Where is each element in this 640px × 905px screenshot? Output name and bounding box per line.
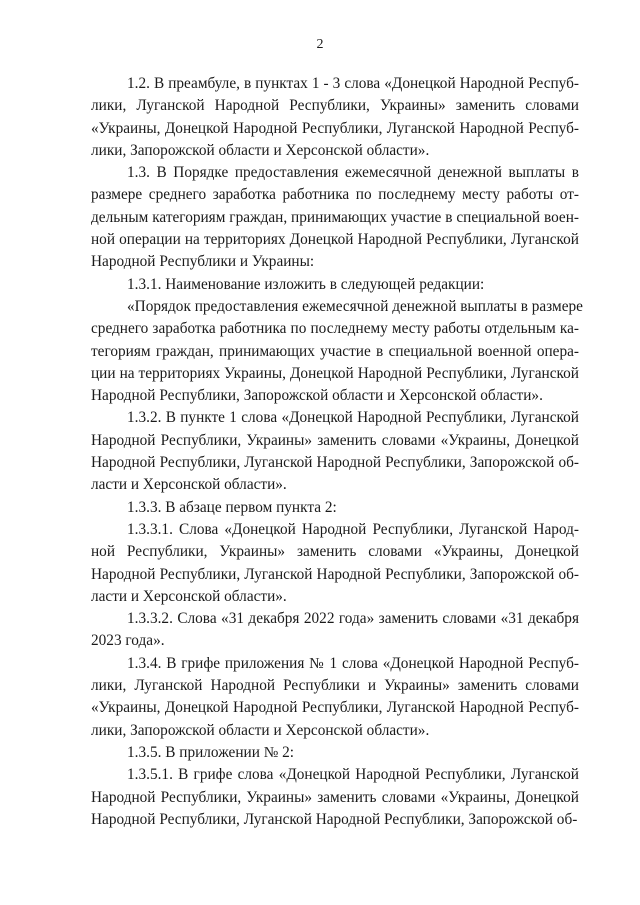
text-line: дельным категориям граждан, принимающих участие в специальной воен- xyxy=(91,208,579,226)
paragraph-1-2 xyxy=(91,73,579,162)
text-line: 2023 года». xyxy=(91,632,165,650)
text-line: ной операции на территориях Донецкой Народной Республики, Луганской xyxy=(91,231,579,249)
text-line: лики, Запорожской области и Херсонской области». xyxy=(91,721,430,739)
text-line: Народной Республики и Украины: xyxy=(91,253,315,271)
text-line: 1.3.3.2. Слова «31 декабря 2022 года» заменить словами «31 декабря xyxy=(127,610,579,628)
paragraph-1-3 xyxy=(91,162,579,273)
text-line: 1.3.5. В приложении № 2: xyxy=(127,743,295,761)
text-line: 1.3.4. В грифе приложения № 1 слова «Донецкой Народной Респуб- xyxy=(127,654,579,672)
text-line: Народной Республики, Украины» заменить словами «Украины, Донецкой xyxy=(91,431,579,449)
page-number: 2 xyxy=(316,37,324,52)
text-line: ласти и Херсонской области». xyxy=(91,476,287,494)
paragraph-1-3-5-1 xyxy=(91,764,579,831)
text-line: 1.3.3.1. Слова «Донецкой Народной Республики, Луганской Народ- xyxy=(127,520,579,538)
document-body xyxy=(91,73,583,831)
text-line: лики, Луганской Народной Республики и Украины» заменить словами xyxy=(91,677,579,695)
text-line: среднего заработка работника по последнему месту работы отдельным ка- xyxy=(91,320,579,338)
text-line: «Украины, Донецкой Народной Республики, Луганской Народной Респуб- xyxy=(91,119,579,137)
text-line: 1.3.2. В пункте 1 слова «Донецкой Народной Республики, Луганской xyxy=(127,409,579,427)
paragraph-1-3-3 xyxy=(91,497,579,519)
text-line: «Украины, Донецкой Народной Республики, Луганской Народной Респуб- xyxy=(91,699,579,717)
text-line: 1.3.5.1. В грифе слова «Донецкой Народной Республики, Луганской xyxy=(127,766,579,784)
text-line: Народной Республики, Луганской Народной Республики, Запорожской об- xyxy=(91,810,578,828)
paragraph-1-3-5 xyxy=(91,742,579,764)
paragraph-1-3-3-2 xyxy=(91,608,579,653)
text-line: Народной Республики, Украины» заменить словами «Украины, Донецкой xyxy=(91,788,579,806)
text-line: ции на территориях Украины, Донецкой Народной Республики, Луганской xyxy=(91,364,579,382)
text-line: Народной Республики, Луганской Народной Республики, Запорожской об- xyxy=(91,454,579,472)
paragraph-1-3-4 xyxy=(91,653,579,742)
text-line: 1.3. В Порядке предоставления ежемесячной денежной выплаты в xyxy=(127,164,579,182)
text-line: размере среднего заработка работника по последнему месту работы от- xyxy=(91,186,579,204)
text-line: 1.3.1. Наименование изложить в следующей редакции: xyxy=(127,275,485,293)
text-line: Народной Республики, Луганской Народной Республики, Запорожской об- xyxy=(91,565,579,583)
text-line: «Порядок предоставления ежемесячной денежной выплаты в размере xyxy=(127,297,583,315)
text-line: ласти и Херсонской области». xyxy=(91,587,287,605)
text-line: ной Республики, Украины» заменить словами «Украины, Донецкой xyxy=(91,543,579,561)
text-line: тегориям граждан, принимающих участие в специальной военной опера- xyxy=(91,342,579,360)
paragraph-1-3-3-1 xyxy=(91,519,579,608)
paragraph-1-3-1-quote xyxy=(91,296,583,407)
text-line: 1.2. В преамбуле, в пунктах 1 - 3 слова «Донецкой Народной Респуб- xyxy=(127,75,579,92)
paragraph-1-3-1 xyxy=(91,274,579,296)
text-line: лики, Запорожской области и Херсонской области». xyxy=(91,141,430,159)
text-line: 1.3.3. В абзаце первом пункта 2: xyxy=(127,498,337,516)
paragraph-1-3-2 xyxy=(91,407,579,496)
text-line: Народной Республики, Запорожской области и Херсонской области». xyxy=(91,387,543,405)
text-line: лики, Луганской Народной Республики, Украины» заменить словами xyxy=(91,97,579,115)
